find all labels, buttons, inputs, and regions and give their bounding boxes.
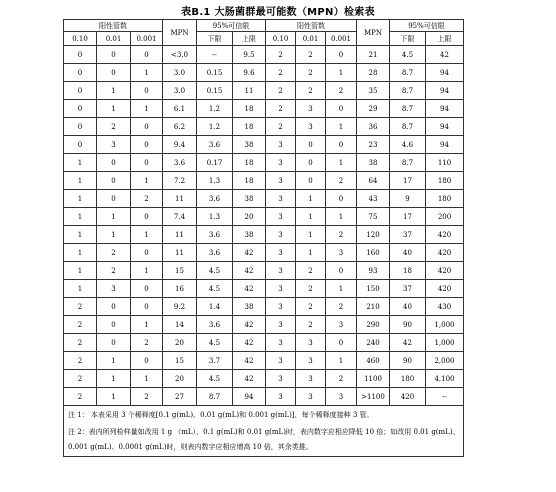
- lower-limit-cell: 1.3: [197, 208, 233, 226]
- mpn-cell: 38: [357, 154, 390, 172]
- lower-limit-cell: 37: [390, 280, 426, 298]
- tubes-0-001-cell: 1: [131, 316, 163, 334]
- tubes-0-01-cell: 0: [296, 172, 326, 190]
- tubes-0-001-cell: 0: [131, 244, 163, 262]
- upper-limit-cell: 42: [233, 244, 266, 262]
- upper-limit-cell: 1,000: [426, 316, 464, 334]
- volume-header: 0.001: [131, 32, 163, 46]
- upper-limit-cell: 18: [233, 172, 266, 190]
- mpn-cell: 6.1: [163, 100, 197, 118]
- tubes-0-10-cell: 1: [64, 208, 97, 226]
- upper-limit-cell: 9.5: [233, 46, 266, 64]
- lower-limit-cell: 0.15: [197, 82, 233, 100]
- tubes-0-10-cell: 2: [64, 388, 97, 406]
- upper-limit-cell: 11: [233, 82, 266, 100]
- upper-limit-cell: 42: [233, 352, 266, 370]
- positive-tubes-header: 阳性管数: [266, 20, 357, 32]
- mpn-table: [63, 19, 464, 457]
- tubes-0-10-cell: 0: [64, 46, 97, 64]
- upper-limit-cell: 38: [233, 226, 266, 244]
- mpn-cell: 3.0: [163, 64, 197, 82]
- tubes-0-10-cell: 3: [266, 190, 296, 208]
- upper-limit-cell: 180: [426, 190, 464, 208]
- mpn-cell: 15: [163, 262, 197, 280]
- volume-header: 0.01: [97, 32, 131, 46]
- tubes-0-10-cell: 0: [64, 118, 97, 136]
- tubes-0-01-cell: 2: [97, 262, 131, 280]
- tubes-0-001-cell: 0: [326, 262, 357, 280]
- table-note: 注 2：表内所列检样量如改用 1 g （mL）、0.1 g(mL)和 0.01 g(mL)时，表内数字应相应降低 10 倍；如改用 0.01 g(mL)、0.001 g(mL)、0.0001 g(mL)时，则表内数字应相应增高 10 倍，其余类推。: [64, 424, 464, 457]
- tubes-0-001-cell: 0: [131, 352, 163, 370]
- tubes-0-001-cell: 2: [326, 370, 357, 388]
- tubes-0-001-cell: 3: [326, 244, 357, 262]
- tubes-0-01-cell: 3: [296, 118, 326, 136]
- lower-limit-cell: 90: [390, 352, 426, 370]
- upper-limit-cell: 42: [233, 262, 266, 280]
- upper-limit-cell: 18: [233, 100, 266, 118]
- tubes-0-10-cell: 1: [64, 190, 97, 208]
- mpn-cell: 9.2: [163, 298, 197, 316]
- mpn-cell: 240: [357, 334, 390, 352]
- table-row: [64, 262, 464, 280]
- upper-limit-cell: 4,100: [426, 370, 464, 388]
- upper-limit-cell: 38: [233, 136, 266, 154]
- tubes-0-01-cell: 0: [296, 154, 326, 172]
- tubes-0-01-cell: 1: [97, 388, 131, 406]
- mpn-cell: 14: [163, 316, 197, 334]
- tubes-0-01-cell: 1: [97, 100, 131, 118]
- mpn-cell: 11: [163, 244, 197, 262]
- tubes-0-01-cell: 2: [296, 280, 326, 298]
- table-row: [64, 136, 464, 154]
- tubes-0-001-cell: 2: [131, 388, 163, 406]
- tubes-0-01-cell: 2: [97, 244, 131, 262]
- lower-limit-cell: 3.6: [197, 244, 233, 262]
- volume-header: 0.10: [64, 32, 97, 46]
- mpn-cell: 11: [163, 226, 197, 244]
- lower-limit-cell: 8.7: [390, 100, 426, 118]
- tubes-0-10-cell: 3: [266, 298, 296, 316]
- tubes-0-01-cell: 3: [296, 352, 326, 370]
- tubes-0-10-cell: 3: [266, 370, 296, 388]
- mpn-cell: 3.0: [163, 82, 197, 100]
- upper-limit-cell: 200: [426, 208, 464, 226]
- tubes-0-001-cell: 2: [131, 334, 163, 352]
- tubes-0-001-cell: 1: [326, 118, 357, 136]
- mpn-cell: 64: [357, 172, 390, 190]
- tubes-0-01-cell: 2: [296, 46, 326, 64]
- tubes-0-10-cell: 1: [64, 262, 97, 280]
- tubes-0-10-cell: 2: [266, 100, 296, 118]
- tubes-0-001-cell: 1: [131, 370, 163, 388]
- tubes-0-10-cell: 3: [266, 352, 296, 370]
- tubes-0-10-cell: 2: [266, 46, 296, 64]
- mpn-cell: 6.2: [163, 118, 197, 136]
- lower-limit-cell: 4.5: [390, 46, 426, 64]
- upper-limit-cell: 94: [426, 82, 464, 100]
- tubes-0-001-cell: 2: [326, 298, 357, 316]
- tubes-0-001-cell: 1: [131, 262, 163, 280]
- tubes-0-001-cell: 1: [326, 64, 357, 82]
- tubes-0-01-cell: 2: [296, 64, 326, 82]
- lower-limit-cell: 18: [390, 262, 426, 280]
- tubes-0-001-cell: 0: [326, 100, 357, 118]
- mpn-header: MPN: [357, 20, 390, 46]
- mpn-cell: 29: [357, 100, 390, 118]
- table-row: [64, 226, 464, 244]
- upper-limit-cell: 42: [233, 334, 266, 352]
- mpn-cell: 460: [357, 352, 390, 370]
- tubes-0-001-cell: 1: [326, 352, 357, 370]
- upper-limit-cell: 18: [233, 118, 266, 136]
- upper-limit-cell: 94: [426, 136, 464, 154]
- lower-limit-cell: 0.17: [197, 154, 233, 172]
- upper-limit-header: 上限: [233, 32, 266, 46]
- tubes-0-01-cell: 3: [296, 334, 326, 352]
- lower-limit-cell: 40: [390, 244, 426, 262]
- lower-limit-cell: 180: [390, 370, 426, 388]
- note-row: [64, 406, 464, 425]
- tubes-0-10-cell: 2: [266, 64, 296, 82]
- upper-limit-cell: 180: [426, 172, 464, 190]
- tubes-0-001-cell: 1: [131, 100, 163, 118]
- tubes-0-10-cell: 2: [64, 334, 97, 352]
- ci-header: 95%可信限: [197, 20, 266, 32]
- tubes-0-001-cell: 2: [326, 82, 357, 100]
- upper-limit-cell: 18: [233, 154, 266, 172]
- lower-limit-cell: 4.5: [197, 370, 233, 388]
- upper-limit-cell: 2,000: [426, 352, 464, 370]
- tubes-0-10-cell: 3: [266, 388, 296, 406]
- lower-limit-cell: 4.6: [390, 136, 426, 154]
- tubes-0-01-cell: 0: [97, 172, 131, 190]
- tubes-0-001-cell: 1: [131, 64, 163, 82]
- lower-limit-cell: 420: [390, 388, 426, 406]
- tubes-0-01-cell: 1: [296, 244, 326, 262]
- mpn-cell: 35: [357, 82, 390, 100]
- lower-limit-cell: 1.3: [197, 172, 233, 190]
- lower-limit-cell: 8.7: [197, 388, 233, 406]
- tubes-0-01-cell: 0: [97, 154, 131, 172]
- tubes-0-10-cell: 3: [266, 316, 296, 334]
- tubes-0-01-cell: 0: [97, 334, 131, 352]
- tubes-0-001-cell: 0: [131, 82, 163, 100]
- lower-limit-cell: 3.6: [197, 190, 233, 208]
- ci-header: 95%可信限: [390, 20, 464, 32]
- mpn-cell: 3.6: [163, 154, 197, 172]
- tubes-0-001-cell: 2: [131, 190, 163, 208]
- table-row: [64, 190, 464, 208]
- tubes-0-10-cell: 2: [64, 316, 97, 334]
- upper-limit-cell: 42: [233, 316, 266, 334]
- tubes-0-01-cell: 0: [97, 46, 131, 64]
- upper-limit-cell: 420: [426, 226, 464, 244]
- table-row: [64, 100, 464, 118]
- tubes-0-10-cell: 2: [64, 298, 97, 316]
- lower-limit-cell: 0.15: [197, 64, 233, 82]
- tubes-0-10-cell: 1: [64, 154, 97, 172]
- mpn-cell: 20: [163, 370, 197, 388]
- mpn-cell: 1100: [357, 370, 390, 388]
- tubes-0-10-cell: 3: [266, 208, 296, 226]
- mpn-cell: 43: [357, 190, 390, 208]
- lower-limit-cell: 4.5: [197, 334, 233, 352]
- tubes-0-01-cell: 3: [296, 388, 326, 406]
- mpn-cell: 16: [163, 280, 197, 298]
- table-row: [64, 172, 464, 190]
- table-row: [64, 352, 464, 370]
- mpn-cell: 150: [357, 280, 390, 298]
- mpn-cell: 290: [357, 316, 390, 334]
- lower-limit-cell: --: [197, 46, 233, 64]
- tubes-0-001-cell: 0: [326, 136, 357, 154]
- upper-limit-cell: 1,000: [426, 334, 464, 352]
- tubes-0-01-cell: 1: [296, 226, 326, 244]
- upper-limit-cell: 42: [426, 46, 464, 64]
- note-row: [64, 424, 464, 457]
- upper-limit-cell: 38: [233, 190, 266, 208]
- mpn-cell: 23: [357, 136, 390, 154]
- tubes-0-10-cell: 3: [266, 280, 296, 298]
- tubes-0-10-cell: 1: [64, 226, 97, 244]
- table-row: [64, 118, 464, 136]
- tubes-0-001-cell: 0: [326, 46, 357, 64]
- tubes-0-001-cell: 0: [131, 118, 163, 136]
- tubes-0-01-cell: 3: [296, 100, 326, 118]
- lower-limit-cell: 8.7: [390, 64, 426, 82]
- lower-limit-cell: 9: [390, 190, 426, 208]
- tubes-0-001-cell: 1: [326, 154, 357, 172]
- lower-limit-cell: 3.7: [197, 352, 233, 370]
- tubes-0-01-cell: 1: [97, 352, 131, 370]
- tubes-0-01-cell: 2: [296, 262, 326, 280]
- table-row: [64, 316, 464, 334]
- mpn-cell: 93: [357, 262, 390, 280]
- tubes-0-001-cell: 3: [326, 316, 357, 334]
- tubes-0-001-cell: 0: [131, 154, 163, 172]
- tubes-0-10-cell: 1: [64, 244, 97, 262]
- mpn-cell: 15: [163, 352, 197, 370]
- tubes-0-01-cell: 0: [97, 190, 131, 208]
- mpn-cell: 20: [163, 334, 197, 352]
- lower-limit-cell: 42: [390, 334, 426, 352]
- volume-header: 0.001: [326, 32, 357, 46]
- table-row: [64, 244, 464, 262]
- tubes-0-01-cell: 0: [97, 64, 131, 82]
- tubes-0-001-cell: 0: [326, 190, 357, 208]
- lower-limit-cell: 17: [390, 172, 426, 190]
- lower-limit-cell: 3.6: [197, 316, 233, 334]
- tubes-0-001-cell: 0: [131, 208, 163, 226]
- table-row: [64, 46, 464, 64]
- lower-limit-cell: 8.7: [390, 82, 426, 100]
- lower-limit-cell: 3.6: [197, 226, 233, 244]
- tubes-0-001-cell: 1: [326, 208, 357, 226]
- tubes-0-001-cell: 2: [326, 226, 357, 244]
- tubes-0-10-cell: 2: [266, 82, 296, 100]
- tubes-0-01-cell: 2: [296, 82, 326, 100]
- upper-limit-cell: 94: [233, 388, 266, 406]
- upper-limit-cell: 9.6: [233, 64, 266, 82]
- upper-limit-cell: 420: [426, 244, 464, 262]
- tubes-0-001-cell: 1: [131, 172, 163, 190]
- tubes-0-10-cell: 3: [266, 136, 296, 154]
- tubes-0-001-cell: 1: [326, 280, 357, 298]
- table-row: [64, 298, 464, 316]
- header-row-1: [64, 20, 464, 32]
- mpn-cell: 210: [357, 298, 390, 316]
- mpn-cell: 27: [163, 388, 197, 406]
- tubes-0-001-cell: 3: [326, 388, 357, 406]
- table-note: 注 1： 本表采用 3 个稀释度[0.1 g(mL)、0.01 g(mL)和 0.001 g(mL)]，每个稀释度接种 3 管。: [64, 406, 464, 425]
- tubes-0-10-cell: 2: [266, 118, 296, 136]
- table-row: [64, 334, 464, 352]
- mpn-cell: 120: [357, 226, 390, 244]
- tubes-0-001-cell: 0: [131, 46, 163, 64]
- upper-limit-header: 上限: [426, 32, 464, 46]
- tubes-0-01-cell: 1: [97, 82, 131, 100]
- tubes-0-01-cell: 2: [97, 118, 131, 136]
- tubes-0-10-cell: 3: [266, 154, 296, 172]
- tubes-0-10-cell: 3: [266, 244, 296, 262]
- tubes-0-10-cell: 0: [64, 100, 97, 118]
- tubes-0-10-cell: 2: [64, 370, 97, 388]
- tubes-0-10-cell: 0: [64, 82, 97, 100]
- mpn-cell: 7.2: [163, 172, 197, 190]
- mpn-cell: 160: [357, 244, 390, 262]
- tubes-0-01-cell: 1: [97, 226, 131, 244]
- tubes-0-001-cell: 0: [131, 136, 163, 154]
- mpn-cell: 75: [357, 208, 390, 226]
- tubes-0-001-cell: 2: [326, 172, 357, 190]
- tubes-0-01-cell: 0: [97, 316, 131, 334]
- tubes-0-01-cell: 1: [97, 208, 131, 226]
- lower-limit-header: 下限: [197, 32, 233, 46]
- upper-limit-cell: 38: [233, 298, 266, 316]
- tubes-0-10-cell: 0: [64, 136, 97, 154]
- upper-limit-cell: 94: [426, 64, 464, 82]
- mpn-cell: <3.0: [163, 46, 197, 64]
- mpn-cell: 28: [357, 64, 390, 82]
- upper-limit-cell: 110: [426, 154, 464, 172]
- positive-tubes-header: 阳性管数: [64, 20, 163, 32]
- upper-limit-cell: --: [426, 388, 464, 406]
- tubes-0-01-cell: 3: [97, 136, 131, 154]
- table-row: [64, 82, 464, 100]
- tubes-0-10-cell: 2: [64, 352, 97, 370]
- lower-limit-cell: 4.5: [197, 280, 233, 298]
- mpn-header: MPN: [163, 20, 197, 46]
- upper-limit-cell: 94: [426, 118, 464, 136]
- upper-limit-cell: 420: [426, 262, 464, 280]
- table-row: [64, 280, 464, 298]
- tubes-0-01-cell: 1: [97, 370, 131, 388]
- mpn-cell: 7.4: [163, 208, 197, 226]
- tubes-0-01-cell: 0: [97, 298, 131, 316]
- tubes-0-01-cell: 3: [97, 280, 131, 298]
- lower-limit-cell: 17: [390, 208, 426, 226]
- mpn-cell: 9.4: [163, 136, 197, 154]
- tubes-0-001-cell: 0: [131, 280, 163, 298]
- lower-limit-cell: 8.7: [390, 154, 426, 172]
- tubes-0-10-cell: 1: [64, 280, 97, 298]
- mpn-cell: 11: [163, 190, 197, 208]
- tubes-0-10-cell: 3: [266, 172, 296, 190]
- tubes-0-01-cell: 1: [296, 208, 326, 226]
- tubes-0-01-cell: 3: [296, 370, 326, 388]
- upper-limit-cell: 420: [426, 280, 464, 298]
- table-row: [64, 154, 464, 172]
- tubes-0-10-cell: 3: [266, 334, 296, 352]
- tubes-0-10-cell: 1: [64, 172, 97, 190]
- mpn-cell: >1100: [357, 388, 390, 406]
- tubes-0-10-cell: 3: [266, 262, 296, 280]
- table-row: [64, 370, 464, 388]
- upper-limit-cell: 430: [426, 298, 464, 316]
- table-row: [64, 64, 464, 82]
- header-row-2: [64, 32, 464, 46]
- lower-limit-cell: 90: [390, 316, 426, 334]
- lower-limit-cell: 37: [390, 226, 426, 244]
- tubes-0-01-cell: 2: [296, 316, 326, 334]
- table-row: [64, 388, 464, 406]
- lower-limit-cell: 1.2: [197, 118, 233, 136]
- tubes-0-001-cell: 0: [131, 298, 163, 316]
- lower-limit-cell: 4.5: [197, 262, 233, 280]
- upper-limit-cell: 94: [426, 100, 464, 118]
- tubes-0-001-cell: 0: [326, 334, 357, 352]
- lower-limit-cell: 8.7: [390, 118, 426, 136]
- upper-limit-cell: 20: [233, 208, 266, 226]
- volume-header: 0.10: [266, 32, 296, 46]
- lower-limit-cell: 3.6: [197, 136, 233, 154]
- mpn-cell: 36: [357, 118, 390, 136]
- tubes-0-01-cell: 0: [296, 136, 326, 154]
- tubes-0-10-cell: 0: [64, 64, 97, 82]
- volume-header: 0.01: [296, 32, 326, 46]
- upper-limit-cell: 42: [233, 280, 266, 298]
- table-title: 表B.1 大肠菌群最可能数（MPN）检索表: [181, 7, 375, 18]
- lower-limit-header: 下限: [390, 32, 426, 46]
- upper-limit-cell: 42: [233, 370, 266, 388]
- tubes-0-01-cell: 1: [296, 190, 326, 208]
- tubes-0-001-cell: 1: [131, 226, 163, 244]
- lower-limit-cell: 1.4: [197, 298, 233, 316]
- lower-limit-cell: 1.2: [197, 100, 233, 118]
- tubes-0-01-cell: 2: [296, 298, 326, 316]
- table-row: [64, 208, 464, 226]
- mpn-cell: 21: [357, 46, 390, 64]
- tubes-0-10-cell: 3: [266, 226, 296, 244]
- lower-limit-cell: 40: [390, 298, 426, 316]
